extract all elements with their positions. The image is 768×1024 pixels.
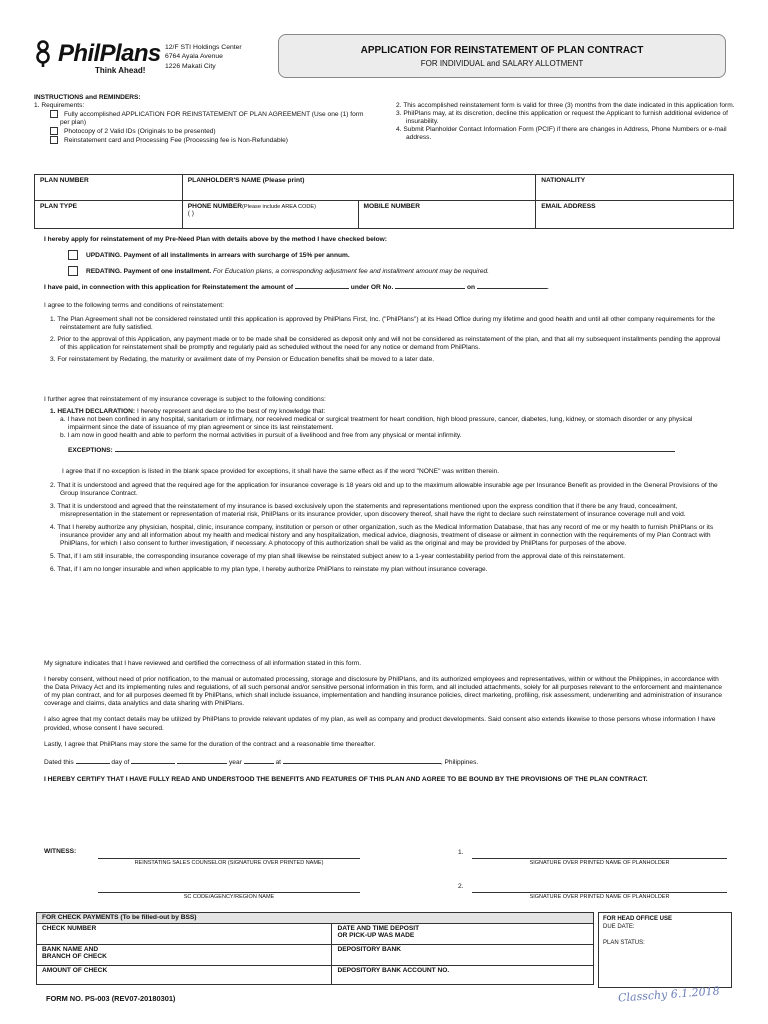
- instructions-heading: INSTRUCTIONS and REMINDERS:: [34, 94, 141, 101]
- address-line: 6764 Ayala Avenue: [165, 53, 223, 61]
- instruction-item: 3. PhilPlans may, at its discretion, decline this application or request the Applicant to furnish additional evidence of insurability.: [396, 110, 728, 126]
- planholder-signature-label-2: SIGNATURE OVER PRINTED NAME OF PLANHOLDER: [529, 894, 670, 900]
- deposit-date-field[interactable]: DATE AND TIME DEPOSIT OR PICK-UP WAS MADE: [332, 924, 594, 945]
- apply-statement: I hereby apply for reinstatement of my Pre-Need Plan with details above by the method I have checked below:: [44, 236, 387, 243]
- planholder-number-2: 2.: [458, 883, 464, 890]
- bank-account-field[interactable]: DEPOSITORY BANK ACCOUNT NO.: [332, 966, 594, 985]
- form-title: APPLICATION FOR REINSTATEMENT OF PLAN CONTRACT: [360, 45, 644, 56]
- depository-bank-field[interactable]: DEPOSITORY BANK: [332, 945, 594, 966]
- plan-type-field[interactable]: PLAN TYPE: [35, 201, 183, 229]
- sc-code-line[interactable]: [98, 892, 360, 893]
- day-blank[interactable]: [76, 763, 110, 764]
- month-blank[interactable]: [131, 763, 175, 764]
- date-blank[interactable]: [477, 288, 547, 289]
- terms-item: 1. The Plan Agreement shall not be considered reinstated until this application is approved by PhilPlans First, Inc. ("PhilPlans") at its Head Office during my lifetime and good health and until all other company requirements for the reinstatement are fully satisfied.: [50, 316, 715, 332]
- email-address-field[interactable]: EMAIL ADDRESS: [536, 201, 734, 229]
- planholder-number-1: 1.: [458, 849, 464, 856]
- terms-intro: I agree to the following terms and conditions of reinstatement:: [44, 302, 224, 309]
- plan-number-field[interactable]: PLAN NUMBER: [35, 175, 183, 201]
- planholder-signature-label-1: SIGNATURE OVER PRINTED NAME OF PLANHOLDER: [529, 860, 670, 866]
- certification-statement: I HEREBY CERTIFY THAT I HAVE FULLY READ AND UNDERSTOOD THE BENEFITS AND FEATURES OF THIS PLAN AND AGREE TO BE BOUND BY THE PROVISIONS OF THE PLAN CONTRACT.: [44, 775, 648, 783]
- health-item-a: a. I have not been confined in any hospital, sanitarium or infirmary, nor received medical or surgical treatment for heart condition, high blood pressure, cancer, diabetes, lung, kidney, or stomach disorder or any physical impairment since the date of issuance of my plan agreement or since its last reinstatement.: [60, 416, 693, 432]
- requirement-item: Reinstatement card and Processing Fee (Processing fee is Non-Refundable): [34, 136, 374, 145]
- check-payments-table: [36, 912, 594, 985]
- privacy-consent: I hereby consent, without need of prior notification, to the manual or automated processing, storage and disclosure by PhilPlans, and its authorized employees and representatives, within or without the Philippines, in accordance with the Data Privacy Act and its implementing rules and regulations, of all such personal and/or sensitive personal information in this form, and all included attachments, solely for all purposes relevant to the enforcement and maintenance of my plan contract, and for all purposes deemed fit by PhilPlans, which shall include issuance, implementation and handling insurance policies, direct marketing, profiling, risk assessment, underwriting and administration of insurance coverage and claims, data analytics and data sharing with PhilPlans.: [44, 676, 723, 708]
- planholder-signature-line-1[interactable]: [472, 858, 727, 859]
- address-line: 12/F STI Holdings Center: [165, 44, 242, 51]
- option-updating[interactable]: UPDATING. Payment of all installments in arrears with surcharge of 15% per annum.: [68, 250, 350, 260]
- storage-consent: Lastly, I agree that PhilPlans may store the same for the duration of the contract and a reasonable time thereafter.: [44, 740, 376, 748]
- place-blank[interactable]: [283, 763, 441, 764]
- insurance-intro: I further agree that reinstatement of my insurance coverage is subject to the following conditions:: [44, 396, 326, 403]
- dated-line: Dated this day of year at , Philippines.: [44, 758, 479, 766]
- health-item-b: b. I am now in good health and able to perform the normal activities in pursuit of a livelihood and free from any physical or mental infirmity.: [60, 432, 462, 440]
- due-date-label: DUE DATE:: [603, 924, 635, 930]
- requirements-label: 1. Requirements:: [34, 102, 85, 109]
- check-payments-header: FOR CHECK PAYMENTS (To be filled-out by BSS): [37, 913, 594, 924]
- counselor-signature-line[interactable]: [98, 858, 360, 859]
- year-blank[interactable]: [244, 763, 274, 764]
- payment-statement: I have paid, in connection with this application for Reinstatement the amount of under OR No. on .: [44, 284, 549, 291]
- insurance-section: [44, 396, 724, 575]
- witness-label: WITNESS:: [44, 848, 77, 855]
- plan-status-label: PLAN STATUS:: [603, 940, 645, 946]
- instructions-right: [390, 102, 735, 142]
- checkbox-icon: [50, 110, 58, 118]
- terms-section: [44, 302, 724, 365]
- instructions-left: [34, 102, 374, 145]
- check-number-field[interactable]: CHECK NUMBER: [37, 924, 332, 945]
- option-redating[interactable]: REDATING. Payment of one installment. For Education plans, a corresponding adjustment fee and installment amount may be required.: [68, 266, 489, 276]
- company-address: [165, 43, 242, 71]
- nationality-field[interactable]: NATIONALITY: [536, 175, 734, 201]
- insurance-item: 6. That, if I am no longer insurable and when applicable to my plan type, I hereby authorize PhilPlans to reinstate my plan without insurance coverage.: [50, 566, 488, 574]
- planholder-signature-line-2[interactable]: [472, 892, 727, 893]
- logo-wordmark: PhilPlans: [58, 40, 161, 67]
- phone-number-field[interactable]: PHONE NUMBER(Please include AREA CODE) ( ): [182, 201, 358, 229]
- none-clause: I agree that if no exception is listed in the blank space provided for exceptions, it shall have the same effect as if the word "NONE" was written therein.: [62, 467, 500, 475]
- counselor-signature-label: REINSTATING SALES COUNSELOR (SIGNATURE OVER PRINTED NAME): [134, 860, 324, 866]
- mobile-number-field[interactable]: MOBILE NUMBER: [358, 201, 536, 229]
- philplans-logo: [34, 40, 58, 68]
- checkbox-icon: [50, 136, 58, 144]
- planholder-name-field[interactable]: PLANHOLDER'S NAME (Please print): [182, 175, 535, 201]
- consent-section: [44, 660, 724, 784]
- checkbox-icon: [50, 127, 58, 135]
- terms-item: 2. Prior to the approval of this Application, any payment made or to be made shall be considered as deposit only and will not be considered as reinstatement of the plan, and that all my subsequent installments pending the approval of this application for reinstatement shall be promptly and regularly paid as scheduled without the need for any notice or demand from PhilPlans.: [50, 336, 721, 352]
- check-amount-field[interactable]: AMOUNT OF CHECK: [37, 966, 332, 985]
- updating-checkbox[interactable]: [68, 250, 78, 260]
- instruction-item: 4. Submit Planholder Contact Information Form (PCIF) if there are changes in Address, Phone Numbers or e-mail address.: [396, 126, 727, 142]
- head-office-use-box: [598, 912, 732, 988]
- redating-checkbox[interactable]: [68, 266, 78, 276]
- signature-statement: My signature indicates that I have reviewed and certified the correctness of all information stated in this form.: [44, 660, 362, 667]
- form-number: FORM NO. PS-003 (REV07-20180301): [46, 994, 176, 1003]
- exceptions-line[interactable]: EXCEPTIONS:: [44, 447, 724, 455]
- contact-consent: I also agree that my contact details may be utilized by PhilPlans to provide relevant updates of my plan, as well as company and product developments. Said consent also extends likewise to those persons whose information I have provided, whose consent I have secured.: [44, 716, 716, 732]
- head-office-label: FOR HEAD OFFICE USE: [603, 916, 673, 922]
- or-number-blank[interactable]: [395, 288, 465, 289]
- insurance-item: 2. That it is understood and agreed that the required age for the application for insurance coverage is 18 years old and up to the maximum allowable insurable age per Insurance Benefit as provided in the General Provisions of the Group Insurance Contract.: [50, 481, 718, 497]
- address-line: 1226 Makati City: [165, 62, 216, 70]
- insurance-item: 3. That it is understood and agreed that the reinstatement of my insurance is based exclusively upon the statements and representations mentioned upon the express condition that if there be any fraud, concealment, misrepresentation in the statement or representation of material risk, PhilPlans or its insurance provider, upon discovery thereof, shall have the right to declare such reinstatement of insurance coverage null and void.: [50, 502, 686, 518]
- requirement-item: Photocopy of 2 Valid IDs (Originals to be presented): [34, 127, 374, 136]
- philplans-logo-icon: [34, 40, 58, 68]
- form-title-box: [278, 34, 726, 78]
- health-declaration: 1. HEALTH DECLARATION: I hereby represent and declare to the best of my knowledge that:: [50, 408, 326, 416]
- amount-blank[interactable]: [295, 288, 349, 289]
- bank-name-field[interactable]: BANK NAME AND BRANCH OF CHECK: [37, 945, 332, 966]
- handwritten-signature: Classchy 6.1.2018: [617, 984, 721, 1005]
- sc-code-label: SC CODE/AGENCY/REGION NAME: [183, 894, 275, 900]
- form-subtitle: FOR INDIVIDUAL and SALARY ALLOTMENT: [420, 59, 584, 68]
- insurance-item: 5. That, if I am still insurable, the corresponding insurance coverage of my plan shall likewise be reinstated subject anew to a 1-year contestability period from the approval date of this reinstatement.: [50, 553, 625, 561]
- plan-info-grid: [34, 174, 734, 229]
- instruction-item: 2. This accomplished reinstatement form is valid for three (3) months from the date indicated in this application form.: [396, 102, 735, 109]
- logo-tagline: Think Ahead!: [95, 66, 146, 75]
- terms-item: 3. For reinstatement by Redating, the maturity or availment date of my Pension or Education benefits shall be moved to a later date.: [50, 356, 435, 364]
- insurance-item: 4. That I hereby authorize any physician, hospital, clinic, insurance company, institution or person or other organization, such as the Medical Information Database, that has any record of me or my health to furnish PhilPlans or its insurance provider any and all information about my health and medical history and any hospitalization, medical advice, diagnosis, treatment of disease or ailment in connection with the requirements of my Plan Contract with PhilPlans, for which I also consent to further investigation, if necessary. A photocopy of this authorization shall be valid as the original and may be provided by PhilPlans for purposes of the above.: [50, 524, 714, 548]
- exceptions-blank[interactable]: [115, 451, 675, 452]
- month-blank-2[interactable]: [177, 763, 227, 764]
- requirement-item: Fully accomplished APPLICATION FOR REINSTATEMENT OF PLAN AGREEMENT (Use one (1) form per plan): [34, 110, 374, 127]
